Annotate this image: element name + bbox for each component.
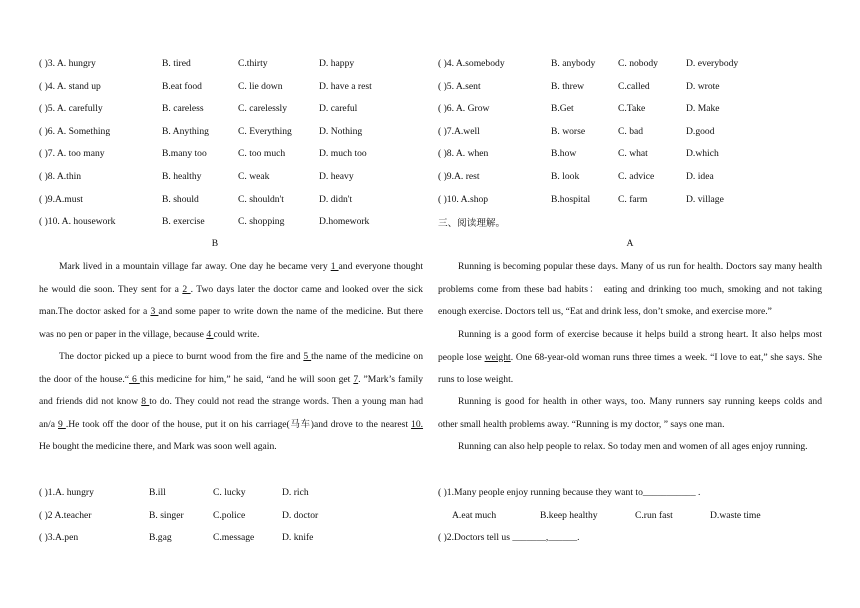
option-d: D. Nothing: [319, 125, 363, 137]
option-d: D. have a rest: [319, 80, 372, 92]
option-c: C. shouldn't: [238, 193, 284, 205]
option-b: B. worse: [551, 125, 586, 137]
passage-a-para3: Running is good for health in other ways, too. Many runners say running keeps colds and other small health problems away. “Running is my doctor, ” says one man.: [438, 396, 822, 430]
option-row: [0, 125, 715, 140]
option-c: C. farm: [618, 193, 648, 205]
passage-b-para2: The doctor picked up a piece to burnt wood from the fire and 5 the name of the medicine on the door of the house.“ 6 this medicine for him,” he said, “and he will soon get 7. ”Mark’s family and friends did not know 8 to do. They could not read the strange words. Then a young man had an/a 9 .He took off the door of the house, put it on his carriage(马车)and drove to the nearest 10. He bought the medicine there, and Mark was soon well again.: [39, 351, 424, 452]
option-row: [0, 532, 430, 546]
question-number: ( )3. A. hungry: [39, 58, 96, 69]
question-number: ( )5. A. carefully: [39, 103, 103, 115]
question-1: ( )1.Many people enjoy running because they want to___________ .: [438, 487, 701, 498]
option-b: B. healthy: [162, 171, 202, 182]
option-c: C.thirty: [238, 58, 268, 69]
option-c: C. shopping: [238, 216, 285, 228]
question-number: ( )9.A. rest: [438, 171, 480, 182]
option-d: D.good: [686, 125, 715, 137]
option-d: D. wrote: [686, 80, 720, 92]
question-number: ( )6. A. Something: [39, 125, 111, 137]
option-b: B.ill: [149, 487, 166, 498]
question-number: ( )5. A.sent: [438, 80, 481, 92]
option-b: B. look: [551, 171, 580, 182]
question-number: ( )6. A. Grow: [438, 103, 490, 115]
passage-a-para4: Running can also help people to relax. So today men and women of all ages enjoy running.: [458, 441, 808, 452]
option-d: D. everybody: [686, 58, 739, 69]
option-b: B.keep healthy: [540, 510, 598, 521]
passage-a-para2: Running is a good form of exercise because it helps build a strong heart. It also helps most people lose weight. One 68-year-old woman runs three times a week. “I love to eat,” she says. She runs to lose weight.: [438, 329, 823, 385]
option-d: D. happy: [319, 58, 355, 69]
option-row: [0, 148, 719, 162]
option-c: C.message: [213, 532, 255, 544]
option-d: D.waste time: [710, 510, 761, 521]
option-c: C. lucky: [213, 487, 246, 498]
option-c: C. carelessly: [238, 103, 288, 115]
question-number: ( )4. A.somebody: [438, 58, 505, 69]
option-b: B. careless: [162, 103, 204, 115]
question-number: ( )10. A.shop: [438, 193, 489, 205]
option-row: [0, 58, 739, 72]
question-number: ( )4. A. stand up: [39, 80, 101, 92]
option-row: [0, 510, 430, 524]
option-row: [0, 103, 720, 117]
option-c: C. lie down: [238, 80, 283, 92]
option-d: D. idea: [686, 171, 714, 182]
question-number: ( )7.A.well: [438, 125, 480, 137]
option-c: C. advice: [618, 171, 655, 182]
question-number: ( )2 A.teacher: [39, 509, 92, 521]
option-b: B.many too: [162, 148, 207, 160]
option-c: C. too much: [238, 148, 286, 160]
question-number: ( )3.A.pen: [39, 532, 79, 544]
option-b: B. should: [162, 193, 199, 205]
question-number: ( )1.A. hungry: [39, 487, 94, 498]
question-number: ( )9.A.must: [39, 193, 83, 205]
option-b: B. anybody: [551, 58, 596, 69]
option-row: [0, 80, 720, 95]
option-d: D.which: [686, 148, 719, 160]
question-2: ( )2.Doctors tell us _______,______.: [438, 532, 580, 543]
option-d: D. knife: [282, 532, 314, 544]
option-c: C. nobody: [618, 58, 658, 69]
option-b: B.hospital: [551, 193, 591, 205]
option-b: B.gag: [149, 532, 172, 544]
option-d: D. heavy: [319, 171, 354, 182]
option-c: C. what: [618, 148, 648, 160]
option-c: C.Take: [618, 103, 646, 115]
option-b: B. singer: [149, 509, 184, 521]
option-row: [0, 193, 724, 208]
passage-a-title: A: [626, 238, 634, 249]
option-row: [0, 171, 714, 185]
question-number: ( )7. A. too many: [39, 148, 105, 160]
option-c: C. Everything: [238, 125, 292, 137]
passage-b-title: B: [211, 238, 219, 249]
option-c: C. weak: [238, 171, 270, 182]
option-c: C. bad: [618, 125, 644, 137]
question-number: ( )8. A. when: [438, 148, 489, 160]
option-c: C.run fast: [635, 510, 673, 521]
option-c: C.called: [618, 80, 650, 92]
option-b: B.how: [551, 148, 577, 160]
option-d: D.homework: [319, 216, 370, 228]
option-b: B. Anything: [162, 125, 209, 137]
option-b: B. exercise: [162, 216, 205, 228]
question-number: ( )10. A. housework: [39, 216, 116, 228]
option-b: B. tired: [162, 58, 191, 69]
option-d: D. rich: [282, 487, 309, 498]
option-row: [0, 487, 430, 501]
option-b: B.Get: [551, 103, 574, 115]
option-d: D. didn't: [319, 193, 353, 205]
section-heading: 三、阅读理解。: [438, 218, 506, 229]
option-d: D. careful: [319, 103, 358, 115]
option-b: B.eat food: [162, 80, 202, 92]
option-d: D. doctor: [282, 509, 319, 521]
question-1-options: [438, 510, 838, 524]
option-d: D. much too: [319, 148, 367, 160]
option-a: A.eat much: [452, 510, 497, 521]
option-d: D. Make: [686, 103, 720, 115]
passage-b-para1: Mark lived in a mountain village far away. One day he became very 1 and everyone thought he would die soon. They sent for a 2 . Two days later the doctor came and looked over the sick man.The doctor asked for a 3 and some paper to write down the name of the medicine. But there was no pen or paper in the village, because 4 could write.: [39, 261, 423, 340]
option-b: B. threw: [551, 80, 585, 92]
option-d: D. village: [686, 193, 724, 205]
question-number: ( )8. A.thin: [39, 171, 82, 182]
option-row: [0, 216, 430, 230]
option-c: C.police: [213, 509, 246, 521]
passage-a-para1: Running is becoming popular these days. Many of us run for health. Doctors say many health problems come from these bad habits： eating and drinking too much, smoking and not taking enough exercise. Doctors tell us, “Eat and drink less, don’t smoke, and exercise more.”: [438, 261, 822, 317]
